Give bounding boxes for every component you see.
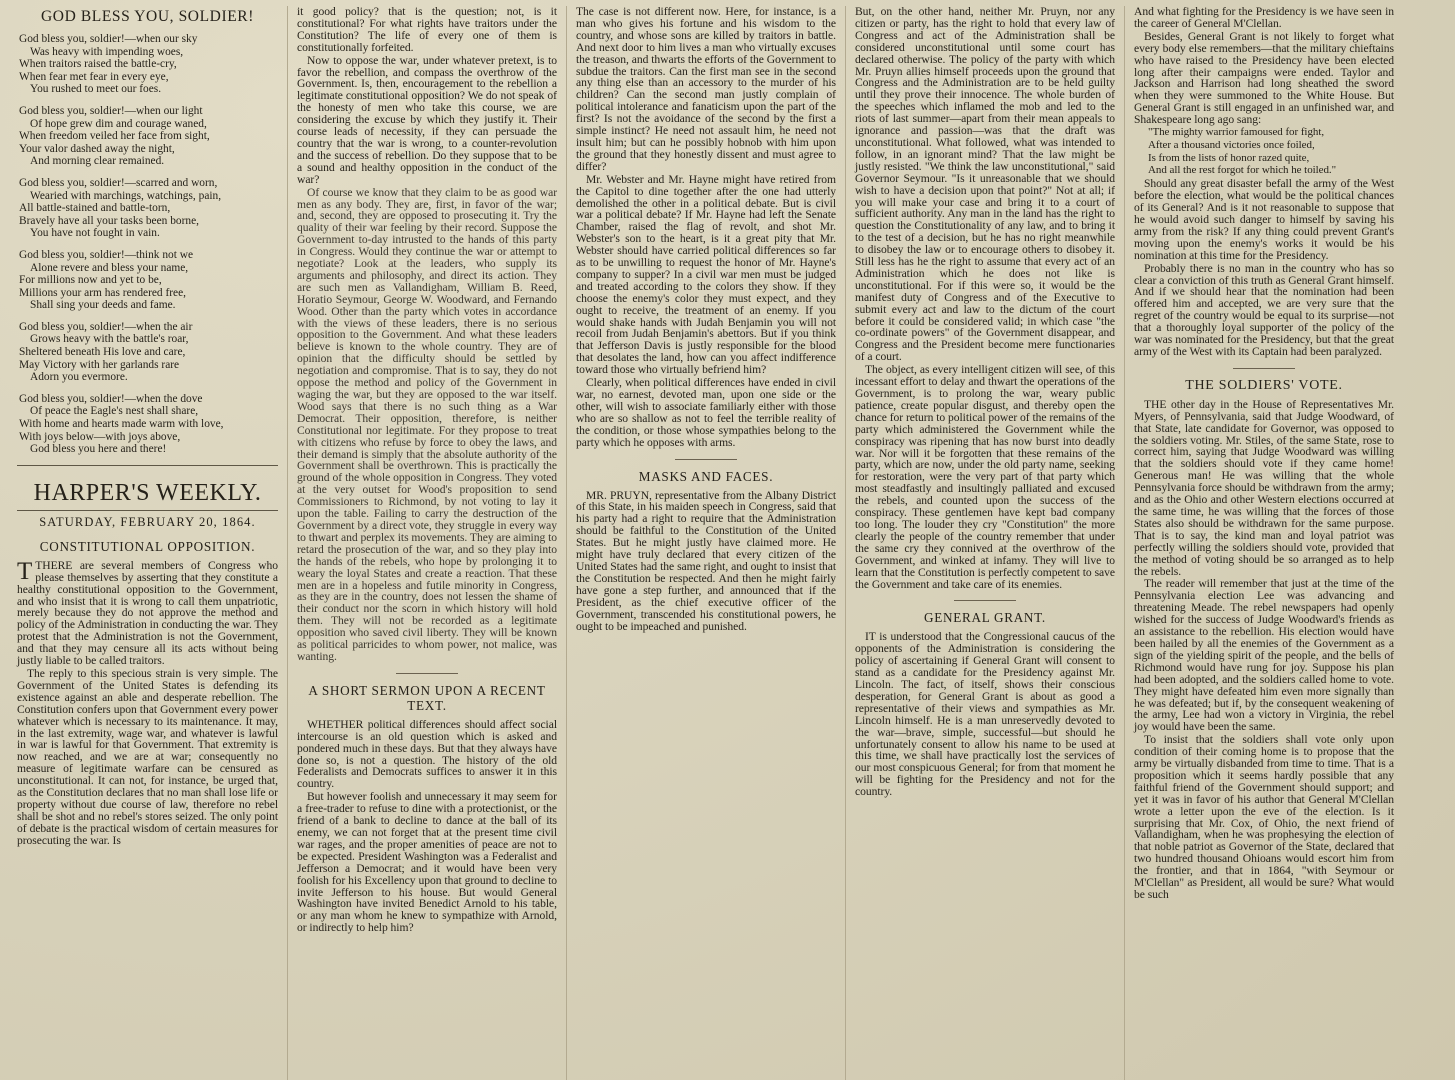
column-4	[845, 6, 1124, 1080]
poem-stanza	[19, 321, 278, 384]
masthead-rule-bottom	[17, 510, 278, 511]
poem-line: With joys below—with joys above,	[19, 430, 181, 443]
poem-line: Alone revere and bless your name,	[30, 261, 189, 274]
paragraph: Of course we know that they claim to be as good war men as any body. They are, first, in favor of the war; and, second, they are opposed to prosecuting it. Try the quality of their war feeling by their record. Suppose the Government to-day intrusted to the hands of this party in Congress. Would they continue the war or attempt to negotiate? Look at the leaders, who supply its arguments and philosophy, and direct its action. They are such men as Vallandigham, William B. Reed, Horatio Seymour, George W. Woodward, and Fernando Wood. Other than the party which votes in accordance with the views of these leaders, there is no serious opposition to the Government. And what these leaders believe is known to the whole country. They are of opinion that the difficulty should be settled by negotiation and compromise. That is to say, they do not oppose the method and policy of the Government in waging the war, but they are opposed to the war itself. Wood says that there is no such thing as a War Democrat. Their opposition, therefore, is neither Constitutional nor legitimate. For they propose to treat with citizens who refuse by force to obey the laws, and their demand is simply that the absolute authority of the Government shall be overthrown. This is practically the ground of the whole opposition in Congress. They voted at the very outset for Wood's proposition to send Commissioners to Richmond, by not voting to lay it upon the table. Failing to carry the destruction of the Government by a direct vote, they struggle in every way to thwart and perplex its movements. They are aiming to retard the prosecution of the war, and so they play into the hands of the rebels, who hope by prolonging it to weary the loyal States and create a reaction. That these men are in a hopeless and futile minority in Congress, as they are in the country, does not lessen the shame of their conduct nor the scorn in which history will hold them. They will not be recorded as a legitimate opposition who saved civil liberty. They will be known as political parricides to whom power, not malice, was wanting.	[297, 185, 557, 663]
article-title-constitutional-opposition: CONSTITUTIONAL OPPOSITION.	[39, 538, 256, 554]
poem-stanza	[19, 177, 278, 240]
paragraph: IT is understood that the Congressional caucus of the opponents of the Administration is considering the policy of ascertaining if General Grant will consent to stand as a candidate for the Presidency against Mr. Lincoln. The fact, of itself, shows their conscious desperation, for General Grant is about as good a representative of their views and sympathies as Mr. Lincoln himself. He is a man unreservedly devoted to the war—brave, simple, successful—but should he unfortunately consent to allow his name to be used at this time, we shall have practically lost the services of our most conspicuous General; for from that moment he will be fighting for the Presidency and not for the country.	[855, 630, 1115, 799]
poem-line: Of peace the Eagle's nest shall share,	[30, 405, 199, 418]
poem-line: And morning clear remained.	[30, 155, 165, 168]
poem-line: God bless you, soldier!—when the air	[19, 320, 193, 333]
poem-stanza	[19, 249, 278, 312]
poem-line: Bravely have all your tasks been borne,	[19, 214, 199, 227]
section-divider	[954, 600, 1016, 601]
poem-line: You rushed to meet our foes.	[30, 83, 162, 96]
article-title-short-sermon: A SHORT SERMON UPON A RECENT TEXT.	[308, 682, 546, 713]
poem-line: Wearied with marchings, watchings, pain,	[30, 189, 222, 202]
poem-line: God bless you, soldier!—scarred and worn,	[19, 176, 218, 189]
column-1	[8, 6, 287, 1080]
paragraph: And what fighting for the Presidency is we have seen in the career of General M'Clellan.	[1134, 5, 1394, 30]
poem-line: Adorn you evermore.	[30, 371, 128, 384]
poem-line: When traitors raised the battle-cry,	[19, 58, 177, 71]
poem-line: You have not fought in vain.	[30, 227, 160, 240]
poem-line: When fear met fear in every eye,	[19, 70, 169, 83]
paragraph: The object, as every intelligent citizen will see, of this incessant effort to delay and thwart the operations of the Government, is to prolong the war, weary public patience, create popular disgust, and thereby open the chance for return to political power of the remains of the party which administered the Government while the conspiracy was ripening that has now burst into deadly war. Nor will it be forgotten that these remains of the party, which are now, under the old party name, seeking for restoration, were the very part of that party which most steadfastly and insultingly palliated and excused the rebels, and counted upon the success of the conspiracy. These gentlemen have kept bad company too long. The louder they cry "Constitution" the more clearly the people of the country remember that under the same cry they connived at the overthrow of the Government, and winked at infamy. They will live to learn that the Constitution is perfectly competent to save the Government and take care of its enemies.	[855, 363, 1115, 591]
poem-line: God bless you, soldier!—when our light	[19, 104, 203, 117]
paragraph: Now to oppose the war, under whatever pretext, is to favor the rebellion, and compass the overthrow of the Government. Is, then, encouragement to the rebellion a legitimate constitutional opposition? We do not speak of the honesty of men who take this course, we are considering the excuse by which they justify it. Their course leads of necessity, if they can persuade the country that the war is wrong, to a counter-revolution and the success of rebellion. Do they suppose that to be a sound and healthy opposition in the conduct of the war?	[297, 53, 557, 186]
section-divider	[396, 673, 458, 674]
poem-line: God bless you, soldier!—when our sky	[19, 33, 198, 45]
article-title-general-grant: GENERAL GRANT.	[924, 610, 1046, 626]
poem-line: Grows heavy with the battle's roar,	[30, 333, 189, 346]
quoted-line: Is from the lists of honor razed quite,	[1148, 151, 1310, 164]
paragraph: But however foolish and unnecessary it may seem for a free-trader to refuse to dine with a protectionist, or the friend of a bank to decline to dance at the ball of its enemy, we can not forget that at the present time civil war rages, and the proper amenities of peace are not to be expected. President Washington was a Federalist and Jefferson a Democrat; and it would have been very foolish for his Excellency upon that ground to decline to invite Jefferson to his house. But would General Washington have invited Benedict Arnold to his table, or any man whom he knew to sympathize with Arnold, or indirectly to help him?	[297, 790, 557, 935]
poem-stanza	[19, 393, 278, 456]
poem-line: For millions now and yet to be,	[19, 274, 162, 287]
paragraph: But, on the other hand, neither Mr. Pruyn, nor any citizen or party, has the right to hold that every law of Congress and act of the Administration shall be considered unconstitutional until some court has declared otherwise. The policy of the party with which Mr. Pruyn allies himself proceeds upon the ground that Congress and the Administration are to be held guilty until they prove their innocence. The whole burden of the speeches which inflamed the mob and led to the riots of last summer—apart from their mean appeals to ignorance and passion—was that the draft was unconstitutional. What followed, what was intended to follow, in an ignorant mind? That the law might be justly resisted. "We think the law unconstitutional," said Governor Seymour. "Is it unreasonable that we should wish to have a decision upon that point?" Not at all; if you will make your case and bring it to a court of sufficient authority. Any man in the land has the right to question the Constitutionality of any law, and to bring it to the test of a decision, but he has no right meanwhile to disobey the law or to encourage others to disobey it. Still less has he the right to assume that every act of an Administration which he does not like is unconstitutional. For if this were so, it would be the manifest duty of Congress and of the Executive to submit every act and law to the dictum of the court before it could be considered valid; in which case "the co-ordinate powers" of the Government disappear, and Congress and the President become mere functionaries of a court.	[855, 5, 1115, 364]
poem-line: Shall sing your deeds and fame.	[30, 299, 176, 312]
poem-line: May Victory with her garlands rare	[19, 358, 180, 371]
paragraph: Probably there is no man in the country who has so clear a conviction of this truth as General Grant himself. And if we should hear that the nomination had been offered him and accepted, we are very sure that the regret of the country would be equal to its surprise—not that a thoroughly loyal supporter of the policy of the war was nominated for the Presidency, but that the great army of the West with its Captain had been paralyzed.	[1134, 261, 1394, 358]
drop-cap: T	[17, 557, 33, 585]
poem-stanza	[19, 33, 278, 96]
masthead-rule-top	[17, 465, 278, 466]
poem-line: God bless you, soldier!—think not we	[19, 248, 194, 261]
poem-line: When freedom veiled her face from sight,	[19, 130, 210, 143]
column-3	[566, 6, 845, 1080]
paragraph: The reply to this specious strain is very simple. The Government of the United States is defending its existence against an able and desperate rebellion. The Constitution confers upon that Government every power whatever which is necessary to its maintenance. It may, in the last extremity, wage war, and whatever is lawful in war is lawful for that Government. That extremity is now reached, and we are at war; consequently no measure of legitimate warfare can be censured as unconstitutional. It can not, for instance, be urged that, as the Constitution declares that no man shall lose life or property without due course of law, therefore no rebel shall be shot and no rebel's stores seized. The only point of debate is the practical wisdom of certain measures for prosecuting the war. Is	[17, 666, 278, 847]
poem-line: Your valor dashed away the night,	[19, 142, 175, 155]
poem-line: Of hope grew dim and courage waned,	[30, 117, 207, 130]
paragraph: To insist that the soldiers shall vote only upon condition of their coming home is to propose that the army be virtually disbanded from time to time. That is a proposition which it seems hardly possible that any faithful friend of the Government should support; and yet it was in favor of his author that General M'Clellan wrote a letter upon the eve of the election. Is it surprising that Mr. Cox, of Ohio, the next friend of Vallandigham, when he was prophesying the election of that noble patriot as Governor of the State, declared that two hundred thousand Ohioans would escort him from the frontier, and that in 1864, "with Seymour or M'Clellan" as President, all would be sure? What would be such	[1134, 733, 1394, 901]
poem-line: With home and hearts made warm with love,	[19, 418, 224, 431]
poem-line: Millions your arm has rendered free,	[19, 286, 187, 299]
masthead-title: HARPER'S WEEKLY.	[33, 479, 262, 506]
poem-line: Sheltered beneath His love and care,	[19, 346, 186, 359]
paragraph: TTHERE are several members of Congress who please themselves by asserting that they constitute a healthy constitutional opposition to the Government, and who insist that it is wrong to call them unpatriotic, merely because they do not approve the method and policy of the Administration in conducting the war. They protest that the Administration is not the Government, and that they may censure all its acts without being justly liable to be called traitors.	[17, 557, 278, 668]
poem-line: Was heavy with impending woes,	[30, 45, 184, 58]
paragraph: The reader will remember that just at the time of the Pennsylvania election Lee was advancing and threatening Meade. The rebel newspapers had openly wished for the success of Judge Woodward's friends as an assistance to the rebellion. His election would have been hailed by all the enemies of the Government as a sign of the yielding spirit of the people, and the bells of Richmond would have rung for joy. Suppose his plan had been adopted, and the soldiers called home to vote. They might have defeated him even more signally than he was defeated; but if, by the consequent weakening of the army, Lee had won a victory in Virginia, the rebel joy would have been the same.	[1134, 577, 1394, 734]
masthead-date: SATURDAY, FEBRUARY 20, 1864.	[39, 514, 256, 529]
section-divider	[1233, 368, 1295, 369]
paragraph: it good policy? that is the question; not, is it constitutional? For what rights have traitors under the Constitution? The life of every one of them is constitutionally forfeited.	[297, 5, 557, 54]
quoted-line: After a thousand victories once foiled,	[1148, 138, 1315, 151]
quoted-line: And all the rest forgot for which he toiled."	[1148, 164, 1337, 177]
paragraph: Besides, General Grant is not likely to forget what every body else remembers—that the military chieftains who have raised to the Presidency have been elected long after their campaigns were ended. Taylor and Jackson and Harrison had long sheathed the sword when they were summoned to the White House. But General Grant is still engaged in an unfinished war, and Shakespeare long ago sang:	[1134, 29, 1394, 127]
article-title-masks-and-faces: MASKS AND FACES.	[638, 468, 774, 484]
paragraph: MR. PRUYN, representative from the Albany District of this State, in his maiden speech in Congress, said that his party had a right to require that the Administration should be faithful to the Constitution of the United States. But he might justly have claimed more. He might have truly declared that every citizen of the United States had the same right, and ought to insist that the Constitution be respected. And then he might fairly have gone a step further, and announced that if the President, as the chief executive officer of the Government, transcended his constitutional powers, he ought to be impeached and punished.	[576, 488, 836, 633]
paragraph: WHETHER political differences should affect social intercourse is an old question which is asked and pondered much in these days. But that they always have done so, is not a question. The history of the old Federalists and Democrats suffices to answer it in this country.	[297, 717, 557, 791]
column-2	[287, 6, 566, 1080]
section-divider	[675, 459, 737, 460]
paragraph: Mr. Webster and Mr. Hayne might have retired from the Capitol to dine together after the one had utterly demolished the other in a political debate. But is civil war a political debate? If Mr. Hayne had left the Senate Chamber, raised the flag of revolt, and shot Mr. Webster's son to the heart, is it a great pity that Mr. Webster should have carried political differences so far as to be unwilling to request the honor of Mr. Hayne's company to supper? In a civil war men must be judged and treated according to the colors they show. If they choose the enemy's color they must expect, and they ought to receive, the treatment of an enemy. If you would shake hands with Judah Benjamin you will not recoil from Judah Benjamin's abettors. But if you think that Jefferson Davis is justly responsible for the blood that desolates the land, how can you affect indifference toward those who virtually befriend him?	[576, 172, 836, 377]
poem-line: God bless you here and there!	[30, 443, 167, 456]
paragraph: Should any great disaster befall the army of the West before the election, what would be the political chances of its General? And is it not reasonable to suppose that he would avoid such danger to himself by saving his army from the risk? If any thing could prevent Grant's moving upon the enemy's works it would be his nomination at this time for the Presidency.	[1134, 177, 1394, 262]
quoted-line: "The mighty warrior famoused for fight,	[1148, 126, 1325, 139]
paragraph: The case is not different now. Here, for instance, is a man who gives his fortune and his wisdom to the country, and whose sons are killed by traitors in battle. And next door to him lives a man who virtually excuses the treason, and thwarts the efforts of the Government to subdue the traitors. Can the first man see in the second any thing else than an accessory to the murder of his children? Can the second man justly complain of political intolerance and fanaticism upon the part of the first? Is not the avoidance of the second by the first a simple instinct? He need not assault him, he need not insult him; but can he possibly hobnob with him upon the ground that they honestly dissent and must agree to differ?	[576, 5, 836, 173]
poem-title: GOD BLESS YOU, SOLDIER!	[40, 8, 254, 25]
paragraph: THE other day in the House of Representatives Mr. Myers, of Pennsylvania, said that Judge Woodward, of that State, late candidate for Governor, was opposed to the soldiers voting. Mr. Stiles, of the same State, rose to correct him, saying that Judge Woodward was willing that the soldiers should vote if they came home! Generous man! He was willing that the whole Pennsylvania force should be withdrawn from the army; and as the Ohio and other Western elections occurred at the same time, he was willing that the forces of those States also should be withdrawn for the same purpose. That is to say, the kind man and loyal patriot was perfectly willing the soldiers should vote, provided that the method of voting should be so arranged as to help the rebels.	[1134, 397, 1394, 578]
article-title-soldiers-vote: THE SOLDIERS' VOTE.	[1185, 377, 1343, 393]
poem-stanza	[19, 105, 278, 168]
column-5	[1124, 6, 1403, 1080]
poem-line: All battle-stained and battle-torn,	[19, 202, 171, 215]
paragraph: Clearly, when political differences have ended in civil war, no earnest, devoted man, upon one side or the other, will wish to associate familiarly either with those who are so shallow as not to feel the terrible reality of the condition, or those whose sympathies belong to the party which he opposes with arms.	[576, 376, 836, 449]
poem-line: God bless you, soldier!—when the dove	[19, 392, 203, 405]
